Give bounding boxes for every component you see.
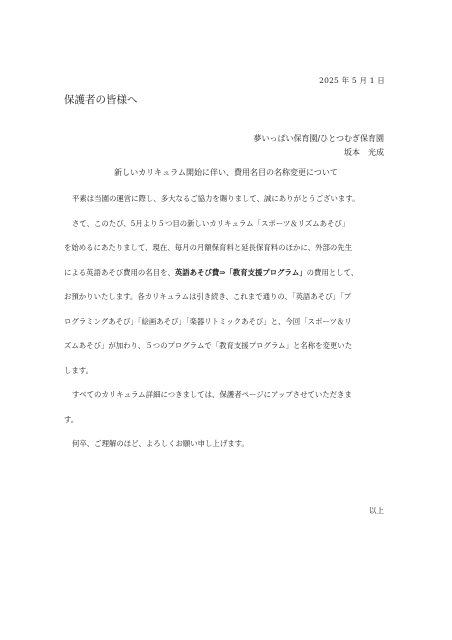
- body-paragraph-2-line-6: ズムあそび」が加わり、５つのプログラムで「教育支援プログラム」と名称を変更いた: [64, 341, 353, 350]
- letter-body: [64, 194, 394, 464]
- sender-name: 坂本 光成: [344, 148, 384, 157]
- body-paragraph-2-line-2: を始めるにあたりまして、現在、毎月の月額保育料と延長保育料のほかに、外部の先生: [64, 243, 353, 252]
- body-paragraph-2-line-1: さて、このたび、5月より５つ目の新しいカリキュラム「スポーツ＆リズムあそび」: [72, 218, 350, 228]
- body-paragraph-3-line-2: す。: [64, 414, 79, 424]
- body-paragraph-2-line-5: ログラミングあそび」「絵画あそび」「楽器リトミックあそび」と、今回「スポーツ＆リ: [64, 316, 352, 326]
- body-paragraph-2-line-3: [64, 268, 394, 293]
- sender-organization: 夢いっぱい保育園/ひとつむぎ保育園: [253, 134, 384, 143]
- body-paragraph-3-line-1: すべてのカリキュラム詳細につきましては、保護者ページにアップさせていただきま: [72, 390, 352, 399]
- letter-date: 2025 年 5 月 1 日: [319, 76, 385, 85]
- body-paragraph-2-line-7: します。: [64, 365, 93, 375]
- bold-fee-rename: 英語あそび費⇒「教育支援プログラム」: [174, 267, 307, 277]
- sender-block: [253, 132, 384, 160]
- body-line-text: による英語あそび費用の名目を、: [64, 267, 175, 277]
- body-paragraph-2-line-4: お預かりいたします。各カリキュラムは引き続き、これまで通りの、「英語あそび」「プ: [64, 292, 351, 301]
- body-paragraph-1: 平素は当園の運営に際し、多大なるご協力を賜りまして、誠にありがとうございます。: [72, 194, 360, 203]
- body-line-tail: の費用として、: [306, 267, 359, 277]
- letter-subject: 新しいカリキュラム開始に伴い、費用名目の名称変更について: [114, 168, 338, 177]
- body-paragraph-4: 何卒、ご理解のほど、よろしくお願い申し上げます。: [72, 439, 249, 448]
- closing-mark: 以上: [369, 506, 384, 515]
- recipient-heading: 保護者の皆様へ: [64, 94, 138, 106]
